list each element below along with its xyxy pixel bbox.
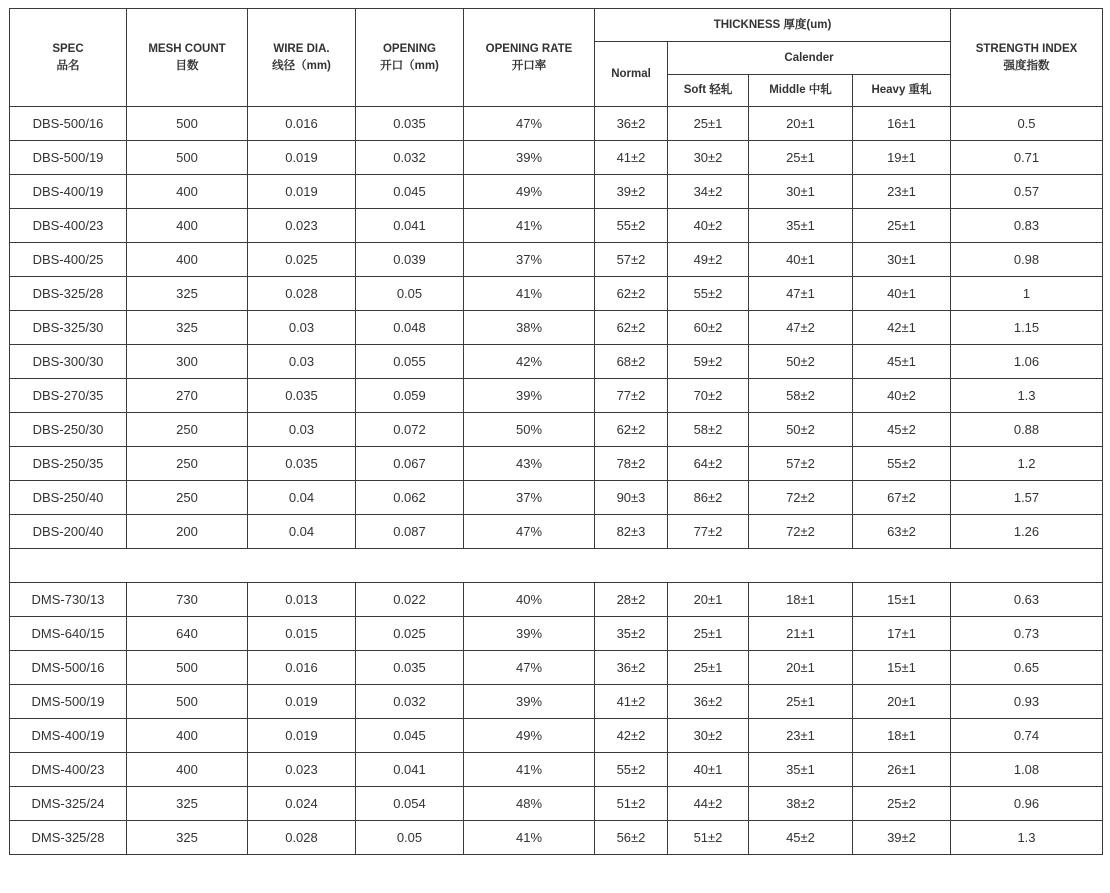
cell-opening-rate: 49% [464,719,595,753]
table-row [10,107,1103,141]
cell-thickness-normal: 35±2 [595,617,668,651]
cell-thickness-middle: 25±1 [749,685,853,719]
header-strength-index [951,9,1103,107]
cell-thickness-heavy: 25±1 [853,209,951,243]
cell-thickness-normal: 62±2 [595,277,668,311]
cell-wire-dia: 0.028 [248,821,356,855]
cell-opening-rate: 39% [464,685,595,719]
cell-mesh-count: 400 [127,175,248,209]
header-heavy: Heavy 重轧 [853,75,951,107]
cell-thickness-normal: 90±3 [595,481,668,515]
table-row [10,447,1103,481]
cell-strength-index: 1.08 [951,753,1103,787]
cell-wire-dia: 0.025 [248,243,356,277]
cell-thickness-middle: 72±2 [749,481,853,515]
cell-strength-index: 0.65 [951,651,1103,685]
cell-mesh-count: 200 [127,515,248,549]
cell-wire-dia: 0.019 [248,685,356,719]
cell-thickness-soft: 20±1 [668,583,749,617]
cell-opening: 0.05 [356,277,464,311]
cell-spec: DBS-325/30 [10,311,127,345]
header-spec-zh: 品名 [56,59,80,72]
cell-opening: 0.062 [356,481,464,515]
cell-thickness-middle: 72±2 [749,515,853,549]
cell-opening: 0.022 [356,583,464,617]
cell-spec: DBS-200/40 [10,515,127,549]
cell-thickness-normal: 42±2 [595,719,668,753]
cell-thickness-middle: 21±1 [749,617,853,651]
cell-thickness-normal: 62±2 [595,311,668,345]
cell-wire-dia: 0.019 [248,141,356,175]
cell-mesh-count: 500 [127,141,248,175]
header-wire-dia-en: WIRE DIA. [273,42,330,55]
cell-mesh-count: 400 [127,243,248,277]
cell-thickness-soft: 86±2 [668,481,749,515]
cell-opening-rate: 37% [464,243,595,277]
cell-spec: DBS-500/19 [10,141,127,175]
cell-thickness-middle: 20±1 [749,651,853,685]
cell-mesh-count: 325 [127,277,248,311]
header-opening-rate [464,9,595,107]
cell-thickness-soft: 40±1 [668,753,749,787]
cell-spec: DBS-250/40 [10,481,127,515]
table-row [10,753,1103,787]
cell-thickness-heavy: 19±1 [853,141,951,175]
header-spec-en: SPEC [52,42,84,55]
cell-thickness-soft: 36±2 [668,685,749,719]
cell-wire-dia: 0.016 [248,651,356,685]
cell-thickness-middle: 35±1 [749,753,853,787]
cell-wire-dia: 0.04 [248,481,356,515]
cell-spec: DBS-270/35 [10,379,127,413]
table-row [10,821,1103,855]
cell-opening: 0.059 [356,379,464,413]
header-wire-dia-zh: 线径（mm) [272,59,331,72]
cell-thickness-heavy: 16±1 [853,107,951,141]
cell-thickness-normal: 62±2 [595,413,668,447]
cell-strength-index: 0.98 [951,243,1103,277]
cell-thickness-soft: 59±2 [668,345,749,379]
cell-strength-index: 0.71 [951,141,1103,175]
header-opening-zh: 开口（mm) [380,59,439,72]
table-row [10,243,1103,277]
cell-mesh-count: 400 [127,719,248,753]
cell-thickness-soft: 30±2 [668,141,749,175]
cell-strength-index: 0.74 [951,719,1103,753]
cell-thickness-normal: 51±2 [595,787,668,821]
cell-spec: DMS-400/23 [10,753,127,787]
cell-thickness-soft: 34±2 [668,175,749,209]
cell-thickness-normal: 77±2 [595,379,668,413]
cell-wire-dia: 0.04 [248,515,356,549]
cell-thickness-heavy: 40±1 [853,277,951,311]
cell-opening: 0.045 [356,175,464,209]
cell-strength-index: 0.57 [951,175,1103,209]
cell-opening: 0.035 [356,651,464,685]
cell-mesh-count: 500 [127,651,248,685]
header-wire-dia [248,9,356,107]
cell-mesh-count: 325 [127,787,248,821]
cell-strength-index: 1.2 [951,447,1103,481]
cell-thickness-normal: 41±2 [595,685,668,719]
cell-opening-rate: 41% [464,753,595,787]
cell-spec: DMS-640/15 [10,617,127,651]
cell-opening: 0.032 [356,685,464,719]
cell-spec: DBS-250/30 [10,413,127,447]
cell-thickness-heavy: 67±2 [853,481,951,515]
cell-spec: DMS-325/24 [10,787,127,821]
cell-spec: DBS-400/19 [10,175,127,209]
cell-wire-dia: 0.023 [248,209,356,243]
cell-strength-index: 1.57 [951,481,1103,515]
cell-strength-index: 0.96 [951,787,1103,821]
cell-wire-dia: 0.028 [248,277,356,311]
cell-thickness-soft: 40±2 [668,209,749,243]
cell-thickness-middle: 30±1 [749,175,853,209]
header-opening-rate-en: OPENING RATE [485,42,573,55]
cell-wire-dia: 0.03 [248,413,356,447]
table-header [10,9,1103,107]
table-row [10,685,1103,719]
header-strength-index-zh: 强度指数 [1003,59,1050,72]
cell-wire-dia: 0.015 [248,617,356,651]
cell-strength-index: 1.06 [951,345,1103,379]
cell-thickness-heavy: 39±2 [853,821,951,855]
cell-thickness-middle: 20±1 [749,107,853,141]
cell-opening-rate: 39% [464,379,595,413]
cell-wire-dia: 0.016 [248,107,356,141]
cell-mesh-count: 250 [127,413,248,447]
cell-wire-dia: 0.019 [248,719,356,753]
cell-thickness-soft: 55±2 [668,277,749,311]
cell-thickness-heavy: 42±1 [853,311,951,345]
cell-opening: 0.067 [356,447,464,481]
cell-strength-index: 0.73 [951,617,1103,651]
cell-strength-index: 1 [951,277,1103,311]
cell-wire-dia: 0.019 [248,175,356,209]
cell-opening-rate: 50% [464,413,595,447]
cell-thickness-heavy: 40±2 [853,379,951,413]
cell-thickness-normal: 36±2 [595,651,668,685]
cell-mesh-count: 400 [127,209,248,243]
cell-mesh-count: 730 [127,583,248,617]
cell-thickness-soft: 70±2 [668,379,749,413]
cell-spec: DMS-730/13 [10,583,127,617]
cell-opening-rate: 47% [464,107,595,141]
cell-opening-rate: 37% [464,481,595,515]
cell-thickness-middle: 58±2 [749,379,853,413]
cell-opening: 0.045 [356,719,464,753]
cell-thickness-heavy: 55±2 [853,447,951,481]
cell-wire-dia: 0.023 [248,753,356,787]
cell-spec: DBS-400/25 [10,243,127,277]
cell-opening-rate: 47% [464,651,595,685]
cell-opening: 0.025 [356,617,464,651]
cell-thickness-soft: 49±2 [668,243,749,277]
cell-thickness-normal: 28±2 [595,583,668,617]
cell-strength-index: 0.88 [951,413,1103,447]
cell-wire-dia: 0.035 [248,447,356,481]
cell-opening-rate: 47% [464,515,595,549]
cell-opening-rate: 42% [464,345,595,379]
cell-thickness-normal: 56±2 [595,821,668,855]
header-middle: Middle 中轧 [749,75,853,107]
cell-thickness-heavy: 45±1 [853,345,951,379]
cell-thickness-middle: 38±2 [749,787,853,821]
table-row [10,141,1103,175]
cell-thickness-heavy: 30±1 [853,243,951,277]
cell-thickness-soft: 30±2 [668,719,749,753]
cell-opening: 0.039 [356,243,464,277]
cell-spec: DMS-325/28 [10,821,127,855]
cell-opening-rate: 41% [464,821,595,855]
cell-wire-dia: 0.03 [248,345,356,379]
cell-strength-index: 0.5 [951,107,1103,141]
cell-mesh-count: 325 [127,311,248,345]
cell-strength-index: 1.3 [951,379,1103,413]
cell-opening-rate: 49% [464,175,595,209]
cell-thickness-soft: 60±2 [668,311,749,345]
cell-thickness-middle: 40±1 [749,243,853,277]
cell-thickness-normal: 68±2 [595,345,668,379]
cell-strength-index: 1.15 [951,311,1103,345]
mesh-spec-table [9,8,1103,855]
cell-mesh-count: 250 [127,447,248,481]
header-mesh-count-en: MESH COUNT [148,42,226,55]
cell-spec: DBS-250/35 [10,447,127,481]
cell-spec: DBS-300/30 [10,345,127,379]
cell-thickness-middle: 47±2 [749,311,853,345]
cell-opening-rate: 48% [464,787,595,821]
table-row [10,481,1103,515]
cell-thickness-normal: 41±2 [595,141,668,175]
cell-thickness-middle: 57±2 [749,447,853,481]
group-separator-cell [10,549,1103,583]
cell-wire-dia: 0.013 [248,583,356,617]
cell-opening: 0.055 [356,345,464,379]
cell-opening: 0.041 [356,209,464,243]
header-row-1 [10,9,1103,42]
cell-mesh-count: 500 [127,685,248,719]
cell-thickness-heavy: 15±1 [853,583,951,617]
cell-opening: 0.05 [356,821,464,855]
cell-mesh-count: 300 [127,345,248,379]
cell-spec: DMS-400/19 [10,719,127,753]
cell-strength-index: 1.3 [951,821,1103,855]
cell-mesh-count: 640 [127,617,248,651]
header-mesh-count [127,9,248,107]
cell-spec: DBS-400/23 [10,209,127,243]
spec-table-container [9,8,1103,855]
cell-thickness-normal: 39±2 [595,175,668,209]
cell-wire-dia: 0.035 [248,379,356,413]
header-calender: Calender [668,42,951,75]
cell-opening-rate: 38% [464,311,595,345]
header-opening-en: OPENING [382,42,437,55]
cell-thickness-middle: 47±1 [749,277,853,311]
cell-thickness-heavy: 45±2 [853,413,951,447]
header-strength-index-en: STRENGTH INDEX [975,42,1078,55]
cell-opening-rate: 41% [464,277,595,311]
cell-opening: 0.041 [356,753,464,787]
table-row [10,583,1103,617]
table-row [10,379,1103,413]
header-normal: Normal [595,42,668,107]
cell-thickness-heavy: 17±1 [853,617,951,651]
cell-thickness-soft: 25±1 [668,617,749,651]
cell-thickness-soft: 44±2 [668,787,749,821]
table-row [10,515,1103,549]
cell-opening: 0.048 [356,311,464,345]
cell-thickness-heavy: 26±1 [853,753,951,787]
cell-thickness-normal: 36±2 [595,107,668,141]
cell-opening: 0.054 [356,787,464,821]
table-row [10,413,1103,447]
header-soft: Soft 轻轧 [668,75,749,107]
table-row [10,787,1103,821]
cell-opening-rate: 43% [464,447,595,481]
cell-thickness-middle: 35±1 [749,209,853,243]
cell-opening: 0.035 [356,107,464,141]
cell-thickness-heavy: 23±1 [853,175,951,209]
cell-mesh-count: 250 [127,481,248,515]
cell-strength-index: 0.63 [951,583,1103,617]
header-mesh-count-zh: 目数 [175,59,199,72]
cell-strength-index: 1.26 [951,515,1103,549]
table-row [10,651,1103,685]
header-opening [356,9,464,107]
cell-mesh-count: 270 [127,379,248,413]
cell-thickness-heavy: 63±2 [853,515,951,549]
cell-thickness-middle: 50±2 [749,413,853,447]
table-row [10,617,1103,651]
cell-spec: DMS-500/16 [10,651,127,685]
table-row [10,345,1103,379]
header-opening-rate-zh: 开口率 [511,59,547,72]
cell-thickness-soft: 58±2 [668,413,749,447]
cell-thickness-normal: 82±3 [595,515,668,549]
cell-thickness-soft: 25±1 [668,107,749,141]
cell-opening-rate: 40% [464,583,595,617]
cell-thickness-soft: 64±2 [668,447,749,481]
cell-thickness-soft: 51±2 [668,821,749,855]
cell-thickness-heavy: 20±1 [853,685,951,719]
cell-spec: DBS-325/28 [10,277,127,311]
cell-thickness-middle: 45±2 [749,821,853,855]
table-body [10,107,1103,855]
cell-spec: DMS-500/19 [10,685,127,719]
cell-thickness-soft: 25±1 [668,651,749,685]
cell-mesh-count: 325 [127,821,248,855]
cell-thickness-middle: 50±2 [749,345,853,379]
cell-strength-index: 0.93 [951,685,1103,719]
cell-thickness-normal: 55±2 [595,209,668,243]
cell-opening: 0.032 [356,141,464,175]
cell-thickness-middle: 25±1 [749,141,853,175]
cell-thickness-heavy: 18±1 [853,719,951,753]
table-row [10,209,1103,243]
cell-opening: 0.072 [356,413,464,447]
cell-mesh-count: 500 [127,107,248,141]
cell-thickness-heavy: 15±1 [853,651,951,685]
cell-thickness-soft: 77±2 [668,515,749,549]
cell-wire-dia: 0.024 [248,787,356,821]
cell-strength-index: 0.83 [951,209,1103,243]
cell-opening: 0.087 [356,515,464,549]
table-row [10,311,1103,345]
table-row [10,719,1103,753]
cell-mesh-count: 400 [127,753,248,787]
cell-thickness-middle: 23±1 [749,719,853,753]
cell-wire-dia: 0.03 [248,311,356,345]
cell-spec: DBS-500/16 [10,107,127,141]
table-row [10,175,1103,209]
header-spec [10,9,127,107]
cell-opening-rate: 39% [464,617,595,651]
cell-opening-rate: 39% [464,141,595,175]
cell-opening-rate: 41% [464,209,595,243]
cell-thickness-normal: 57±2 [595,243,668,277]
cell-thickness-normal: 78±2 [595,447,668,481]
cell-thickness-normal: 55±2 [595,753,668,787]
table-row [10,277,1103,311]
cell-thickness-middle: 18±1 [749,583,853,617]
cell-thickness-heavy: 25±2 [853,787,951,821]
group-separator-row [10,549,1103,583]
header-thickness: THICKNESS 厚度(um) [595,9,951,42]
